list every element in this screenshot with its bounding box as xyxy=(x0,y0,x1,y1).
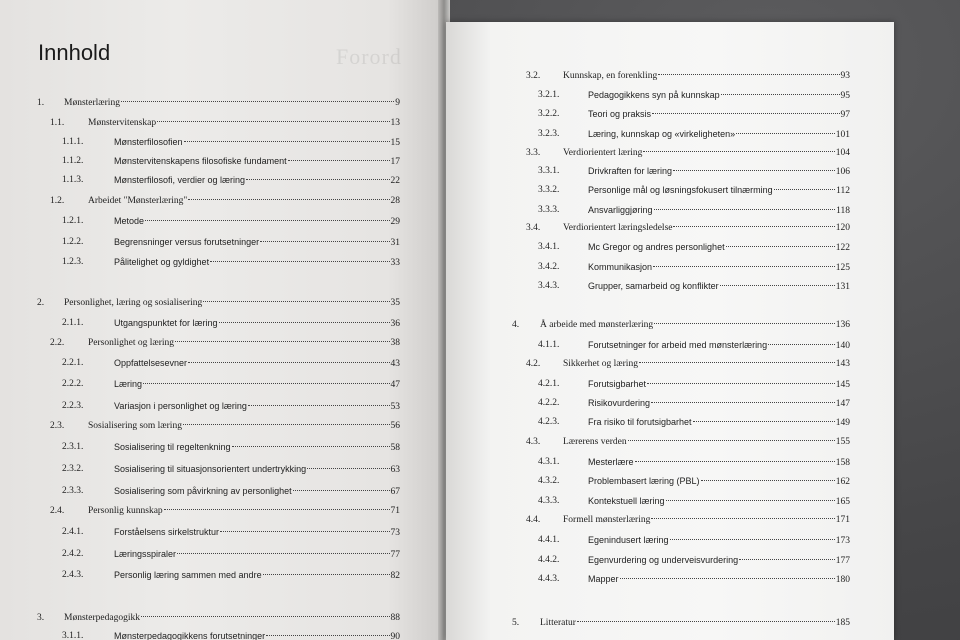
toc-entry xyxy=(64,612,400,624)
toc-entry xyxy=(588,397,850,410)
toc-entry-page: 93 xyxy=(840,71,850,81)
toc-dot-leader xyxy=(175,341,389,342)
toc-dot-leader xyxy=(658,74,839,75)
toc-entry-title: Personlige mål og løsningsfokusert tilnærming xyxy=(588,185,773,195)
toc-entry xyxy=(88,505,400,517)
toc-entry xyxy=(563,222,850,234)
toc-entry xyxy=(114,236,400,249)
toc-entry xyxy=(114,256,400,269)
toc-entry xyxy=(588,495,850,508)
toc-entry-title: Pålitelighet og gyldighet xyxy=(114,257,210,267)
toc-entry-title: Sosialisering som læring xyxy=(88,421,182,431)
page-title: Innhold xyxy=(38,40,111,65)
toc-dot-leader xyxy=(628,440,835,441)
toc-entry-number: 4.3.3. xyxy=(538,496,560,506)
toc-entry-number: 2.2.2. xyxy=(62,379,84,389)
toc-entry-title: Mønsterfilosofien xyxy=(114,137,183,147)
toc-dot-leader xyxy=(184,141,390,142)
toc-entry-page: 9 xyxy=(395,98,400,108)
toc-entry-page: 177 xyxy=(835,556,850,566)
toc-entry xyxy=(114,155,400,168)
toc-entry-number: 5. xyxy=(512,618,520,628)
toc-dot-leader xyxy=(293,490,390,491)
toc-dot-leader xyxy=(210,261,389,262)
faded-heading: Forord xyxy=(336,44,402,69)
toc-dot-leader xyxy=(654,323,835,324)
toc-entry-page: 118 xyxy=(836,206,850,216)
toc-dot-leader xyxy=(774,189,836,190)
toc-entry-title: Forutsetninger for arbeid med mønsterlæring xyxy=(588,340,768,350)
toc-entry-number: 3.3.3. xyxy=(538,205,560,215)
toc-entry-title: Personlighet og læring xyxy=(88,338,175,348)
toc-entry-title: Å arbeide med mønsterlæring xyxy=(540,320,654,330)
toc-dot-leader xyxy=(643,151,834,152)
toc-entry xyxy=(64,97,400,109)
toc-entry-number: 4.3.2. xyxy=(538,476,560,486)
toc-entry-page: 88 xyxy=(390,613,400,623)
toc-entry-page: 58 xyxy=(390,443,400,453)
toc-dot-leader xyxy=(188,362,389,363)
toc-entry-page: 35 xyxy=(390,298,400,308)
toc-entry-page: 56 xyxy=(390,421,400,431)
toc-entry-number: 2.1.1. xyxy=(62,318,84,328)
toc-dot-leader xyxy=(768,344,835,345)
toc-entry xyxy=(114,400,400,413)
toc-entry-number: 3.3.1. xyxy=(538,166,560,176)
toc-dot-leader xyxy=(266,635,389,636)
toc-dot-leader xyxy=(143,383,389,384)
toc-entry-page: 101 xyxy=(835,130,850,140)
toc-entry-number: 1.2.2. xyxy=(62,237,84,247)
toc-entry-page: 90 xyxy=(390,632,400,640)
toc-entry-number: 3.2.3. xyxy=(538,129,560,139)
toc-entry-number: 4.2.2. xyxy=(538,398,560,408)
toc-entry-title: Arbeidet "Mønsterlæring" xyxy=(88,196,188,206)
toc-entry xyxy=(563,358,850,370)
toc-dot-leader xyxy=(647,383,835,384)
toc-entry-number: 2.2.3. xyxy=(62,401,84,411)
toc-entry xyxy=(588,339,850,352)
toc-entry xyxy=(540,617,850,629)
toc-entry xyxy=(88,420,400,432)
toc-entry-page: 180 xyxy=(835,575,850,585)
toc-entry-number: 2.4.1. xyxy=(62,527,84,537)
toc-dot-leader xyxy=(248,405,390,406)
toc-entry-title: Drivkraften for læring xyxy=(588,166,673,176)
toc-entry xyxy=(114,357,400,370)
toc-entry xyxy=(588,280,850,293)
toc-dot-leader xyxy=(651,518,834,519)
toc-dot-leader xyxy=(141,616,390,617)
toc-dot-leader xyxy=(652,113,839,114)
toc-entry xyxy=(588,184,850,197)
toc-entry xyxy=(588,554,850,567)
toc-entry-number: 4.2.3. xyxy=(538,417,560,427)
toc-entry-title: Fra risiko til forutsigbarhet xyxy=(588,417,692,427)
toc-entry-title: Metode xyxy=(114,216,145,226)
toc-entry-number: 2.3.3. xyxy=(62,486,84,496)
toc-entry-number: 3.4.2. xyxy=(538,262,560,272)
toc-entry-number: 2.3.1. xyxy=(62,442,84,452)
toc-entry-title: Litteratur xyxy=(540,618,576,628)
toc-entry-title: Teori og praksis xyxy=(588,109,652,119)
toc-dot-leader xyxy=(726,246,835,247)
toc-entry-page: 67 xyxy=(390,487,400,497)
toc-dot-leader xyxy=(145,220,389,221)
toc-entry xyxy=(588,416,850,429)
toc-entry-page: 104 xyxy=(835,148,850,158)
toc-entry-page: 162 xyxy=(835,477,850,487)
toc-entry xyxy=(588,573,850,586)
toc-dot-leader xyxy=(219,322,390,323)
toc-entry-title: Læring, kunnskap og «virkeligheten» xyxy=(588,129,736,139)
toc-entry-title: Variasjon i personlighet og læring xyxy=(114,401,247,411)
toc-entry xyxy=(114,317,400,330)
toc-entry-title: Risikovurdering xyxy=(588,398,651,408)
toc-entry xyxy=(563,436,850,448)
toc-entry-page: 185 xyxy=(835,618,850,628)
toc-entry-page: 71 xyxy=(390,506,400,516)
toc-entry xyxy=(540,319,850,331)
toc-entry-title: Mapper xyxy=(588,574,619,584)
toc-entry xyxy=(88,337,400,349)
toc-entry-page: 13 xyxy=(390,118,400,128)
toc-dot-leader xyxy=(736,133,835,134)
toc-dot-leader xyxy=(635,461,835,462)
toc-entry-page: 63 xyxy=(390,465,400,475)
toc-entry-title: Mønsterpedagogikk xyxy=(64,613,140,623)
toc-dot-leader xyxy=(288,160,390,161)
toc-entry-page: 125 xyxy=(835,263,850,273)
toc-dot-leader xyxy=(232,446,390,447)
toc-entry-page: 147 xyxy=(835,399,850,409)
toc-entry xyxy=(114,630,400,640)
toc-dot-leader xyxy=(639,362,835,363)
toc-entry-title: Læring xyxy=(114,379,143,389)
toc-entry-page: 28 xyxy=(390,196,400,206)
toc-entry-page: 143 xyxy=(835,359,850,369)
toc-entry xyxy=(588,89,850,102)
toc-entry-number: 3.4.1. xyxy=(538,242,560,252)
toc-entry xyxy=(588,475,850,488)
toc-entry-number: 3.4. xyxy=(526,223,541,233)
toc-dot-leader xyxy=(620,578,835,579)
toc-entry xyxy=(563,147,850,159)
toc-entry-page: 22 xyxy=(390,176,400,186)
toc-dot-leader xyxy=(666,500,835,501)
toc-dot-leader xyxy=(701,480,835,481)
toc-entry xyxy=(588,534,850,547)
toc-entry-number: 1.2.3. xyxy=(62,257,84,267)
toc-dot-leader xyxy=(121,101,394,102)
toc-entry-page: 158 xyxy=(835,458,850,468)
toc-entry xyxy=(588,204,850,217)
toc-entry-number: 4.3.1. xyxy=(538,457,560,467)
toc-dot-leader xyxy=(183,424,390,425)
toc-entry-title: Oppfattelsesevner xyxy=(114,358,188,368)
toc-entry-title: Sosialisering som påvirkning av personlighet xyxy=(114,486,292,496)
toc-entry-page: 131 xyxy=(835,282,850,292)
toc-dot-leader xyxy=(203,301,389,302)
toc-entry-page: 97 xyxy=(840,110,850,120)
toc-entry-page: 165 xyxy=(835,497,850,507)
toc-entry-number: 2.4.2. xyxy=(62,549,84,559)
toc-entry xyxy=(114,526,400,539)
toc-entry-title: Mønstervitenskap xyxy=(88,118,157,128)
toc-entry-page: 36 xyxy=(390,319,400,329)
toc-entry-title: Mønsterpedagogikkens forutsetninger xyxy=(114,631,266,640)
toc-entry-title: Verdiorientert læring xyxy=(563,148,643,158)
toc-entry-title: Sosialisering til regeltenkning xyxy=(114,442,231,452)
toc-entry xyxy=(88,195,400,207)
toc-entry-number: 4.4. xyxy=(526,515,541,525)
toc-entry-title: Egenindusert læring xyxy=(588,535,669,545)
toc-dot-leader xyxy=(673,226,834,227)
toc-entry-title: Begrensninger versus forutsetninger xyxy=(114,237,260,247)
toc-entry-title: Grupper, samarbeid og konflikter xyxy=(588,281,719,291)
toc-entry-number: 3.2. xyxy=(526,71,541,81)
toc-entry xyxy=(588,128,850,141)
toc-entry-number: 4.1.1. xyxy=(538,340,560,350)
toc-entry-number: 2.4.3. xyxy=(62,570,84,580)
toc-entry-number: 4.2. xyxy=(526,359,541,369)
toc-entry-number: 2.3. xyxy=(50,421,65,431)
toc-entry xyxy=(114,136,400,149)
toc-entry xyxy=(114,569,400,582)
toc-entry-title: Egenvurdering og underveisvurdering xyxy=(588,555,739,565)
toc-entry-title: Kunnskap, en forenkling xyxy=(563,71,658,81)
toc-entry xyxy=(588,456,850,469)
toc-entry-page: 95 xyxy=(840,91,850,101)
toc-entry-number: 3.2.1. xyxy=(538,90,560,100)
toc-entry-page: 47 xyxy=(390,380,400,390)
toc-entry-number: 1.1.1. xyxy=(62,137,84,147)
toc-dot-leader xyxy=(577,621,835,622)
toc-entry-page: 155 xyxy=(835,437,850,447)
toc-dot-leader xyxy=(654,209,836,210)
toc-dot-leader xyxy=(246,179,389,180)
toc-entry xyxy=(114,174,400,187)
toc-entry-page: 53 xyxy=(390,402,400,412)
toc-entry-title: Utgangspunktet for læring xyxy=(114,318,218,328)
toc-entry-title: Personlighet, læring og sosialisering xyxy=(64,298,203,308)
toc-entry-page: 29 xyxy=(390,217,400,227)
toc-entry xyxy=(114,485,400,498)
toc-entry xyxy=(588,165,850,178)
toc-entry-number: 4.4.3. xyxy=(538,574,560,584)
toc-entry-title: Ansvarliggjøring xyxy=(588,205,653,215)
toc-entry-title: Lærerens verden xyxy=(563,437,627,447)
toc-entry-number: 4. xyxy=(512,320,520,330)
toc-entry-number: 3.3. xyxy=(526,148,541,158)
toc-entry-title: Mc Gregor og andres personlighet xyxy=(588,242,725,252)
toc-entry-title: Formell mønsterlæring xyxy=(563,515,651,525)
toc-entry-number: 1. xyxy=(37,98,45,108)
toc-entry-number: 2. xyxy=(37,298,45,308)
toc-dot-leader xyxy=(177,553,389,554)
toc-dot-leader xyxy=(164,509,390,510)
toc-entry-page: 15 xyxy=(390,138,400,148)
toc-entry-page: 145 xyxy=(835,380,850,390)
toc-entry-title: Mønsterlæring xyxy=(64,98,120,108)
toc-entry-page: 33 xyxy=(390,258,400,268)
toc-entry xyxy=(588,261,850,274)
toc-entry-page: 112 xyxy=(836,186,850,196)
toc-entry-title: Sikkerhet og læring xyxy=(563,359,638,369)
toc-entry-number: 2.2. xyxy=(50,338,65,348)
toc-entry-title: Kontekstuell læring xyxy=(588,496,665,506)
toc-dot-leader xyxy=(720,285,835,286)
toc-entry-page: 73 xyxy=(390,528,400,538)
toc-entry xyxy=(588,108,850,121)
toc-dot-leader xyxy=(693,421,835,422)
toc-entry-number: 4.4.2. xyxy=(538,555,560,565)
toc-entry-page: 106 xyxy=(835,167,850,177)
left-page xyxy=(0,0,440,640)
toc-entry-number: 4.3. xyxy=(526,437,541,447)
toc-entry-page: 82 xyxy=(390,571,400,581)
toc-dot-leader xyxy=(670,539,835,540)
toc-entry-number: 1.1. xyxy=(50,118,65,128)
toc-entry xyxy=(588,241,850,254)
toc-entry-page: 120 xyxy=(835,223,850,233)
toc-entry-title: Personlig kunnskap xyxy=(88,506,163,516)
toc-entry-title: Mesterlære xyxy=(588,457,634,467)
toc-entry-number: 3.3.2. xyxy=(538,185,560,195)
toc-dot-leader xyxy=(651,402,835,403)
toc-entry xyxy=(64,297,400,309)
toc-entry-page: 140 xyxy=(835,341,850,351)
toc-entry xyxy=(88,117,400,129)
toc-entry-number: 4.2.1. xyxy=(538,379,560,389)
toc-entry-number: 3. xyxy=(37,613,45,623)
toc-dot-leader xyxy=(188,199,389,200)
toc-entry-page: 17 xyxy=(390,157,400,167)
toc-entry-page: 136 xyxy=(835,320,850,330)
toc-entry-page: 171 xyxy=(835,515,850,525)
toc-entry-number: 3.1.1. xyxy=(62,631,84,640)
toc-entry-number: 3.2.2. xyxy=(538,109,560,119)
toc-entry xyxy=(114,463,400,476)
toc-entry-title: Forståelsens sirkelstruktur xyxy=(114,527,220,537)
toc-entry-page: 31 xyxy=(390,238,400,248)
toc-entry xyxy=(563,514,850,526)
toc-entry-title: Kommunikasjon xyxy=(588,262,653,272)
toc-entry-title: Pedagogikkens syn på kunnskap xyxy=(588,90,720,100)
toc-dot-leader xyxy=(739,559,835,560)
toc-entry-page: 173 xyxy=(835,536,850,546)
toc-entry-number: 2.3.2. xyxy=(62,464,84,474)
toc-entry-page: 38 xyxy=(390,338,400,348)
toc-dot-leader xyxy=(260,241,389,242)
toc-entry-title: Verdiorientert læringsledelse xyxy=(563,223,673,233)
toc-entry-number: 4.4.1. xyxy=(538,535,560,545)
toc-entry xyxy=(114,441,400,454)
toc-entry xyxy=(563,70,850,82)
toc-entry-page: 149 xyxy=(835,418,850,428)
toc-entry-number: 2.2.1. xyxy=(62,358,84,368)
toc-entry xyxy=(114,378,400,391)
toc-entry xyxy=(114,548,400,561)
toc-entry-number: 1.2.1. xyxy=(62,216,84,226)
toc-entry-number: 1.2. xyxy=(50,196,65,206)
toc-entry-number: 1.1.2. xyxy=(62,156,84,166)
toc-dot-leader xyxy=(157,121,389,122)
toc-entry-title: Personlig læring sammen med andre xyxy=(114,570,262,580)
toc-entry-number: 1.1.3. xyxy=(62,175,84,185)
toc-entry-title: Læringsspiraler xyxy=(114,549,177,559)
toc-entry-page: 43 xyxy=(390,359,400,369)
toc-entry-number: 2.4. xyxy=(50,506,65,516)
toc-entry xyxy=(588,378,850,391)
toc-dot-leader xyxy=(673,170,835,171)
toc-dot-leader xyxy=(721,94,840,95)
toc-entry xyxy=(114,215,400,228)
toc-dot-leader xyxy=(653,266,835,267)
toc-entry-title: Forutsigbarhet xyxy=(588,379,647,389)
right-page xyxy=(446,22,894,640)
toc-entry-title: Sosialisering til situasjonsorientert undertrykking xyxy=(114,464,307,474)
toc-entry-number: 3.4.3. xyxy=(538,281,560,291)
toc-dot-leader xyxy=(307,468,389,469)
toc-entry-page: 77 xyxy=(390,550,400,560)
toc-entry-title: Problembasert læring (PBL) xyxy=(588,476,700,486)
toc-entry-page: 122 xyxy=(835,243,850,253)
toc-dot-leader xyxy=(220,531,389,532)
toc-dot-leader xyxy=(263,574,390,575)
toc-entry-title: Mønsterfilosofi, verdier og læring xyxy=(114,175,246,185)
toc-entry-title: Mønstervitenskapens filosofiske fundament xyxy=(114,156,287,166)
